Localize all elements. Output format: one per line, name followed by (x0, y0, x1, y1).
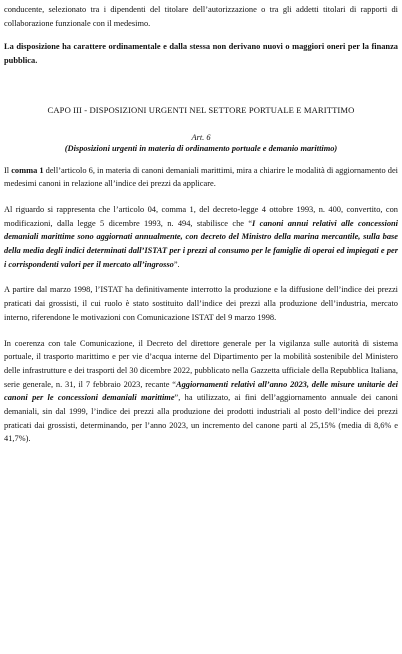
quoted-law-text: I canoni annui relativi alle concessioni demaniali marittime sono aggiornati annualmente, con decreto del Ministro della marina mercantile, sulla base della media degli indici determinati dall’ISTAT per i prezzi al consumo per le famiglie di operai ed impiegati e per i corrispondenti valori per il mercato all’ingrosso (4, 218, 398, 269)
quoted-decree-title: Aggiornamenti relativi all’anno 2023, delle misure unitarie dei canoni per le concessioni demaniali marittime (4, 379, 398, 403)
paragraph-article-04 (4, 203, 398, 272)
text-run-bold: comma 1 (11, 165, 44, 175)
text-run: Al riguardo si rappresenta che l’articolo 04, comma 1, del decreto-legge 4 ottobre 1993, n. 400, convertito, con modificazioni, dalla legge 5 dicembre 1993, n. 494, stabilisce che “ (4, 204, 398, 228)
text-run: ”, ha utilizzato, ai fini dell’aggiornamento annuale dei canoni demaniali, sin dal 1999, l’indice dei prezzi alla produzione dei prodotti industriali al posto dell’indice dei prezzi praticati dai grossisti, determinando, per l’anno 2023, un incremento del canone parti al 25,15% (media di 8,6% e 41,7%). (4, 393, 399, 444)
text-run: Il (4, 165, 12, 175)
paragraph-continuation: conducente, selezionato tra i dipendenti del titolare dell’autorizzazione o tra gli addetti titolari di rapporti di collaborazione funzionale con il medesimo. (4, 5, 398, 28)
article-title: (Disposizioni urgenti in materia di ordinamento portuale e demanio marittimo) (64, 143, 338, 153)
paragraph-comma-1 (4, 164, 398, 191)
paragraph-istat: A partire dal marzo 1998, l’ISTAT ha definitivamente interrotto la produzione e la diffusione dell’indice dei prezzi praticati dai grossisti, il cui ruolo è stato sostituito dall’indice dei prezzi alla produzione dell’industria, mercato interno, riferendone le motivazioni con Comunicazione ISTAT del 9 marzo 1998. (4, 285, 398, 322)
paragraph-decreto (4, 337, 398, 447)
chapter-heading: CAPO III - DISPOSIZIONI URGENTI NEL SETTORE PORTUALE E MARITTIMO (47, 104, 355, 115)
paragraph-financial-note: La disposizione ha carattere ordinamentale e dalla stessa non derivano nuovi o maggiori oneri per la finanza pubblica. (4, 42, 398, 66)
article-number: Art. 6 (191, 132, 211, 142)
text-run: In coerenza con tale Comunicazione, il Decreto del direttore generale per la vigilanza sulle autorità di sistema portuale, il trasporto marittimo e per vie d’acqua interne del Dipartimento per la mobilità sostenibile del Ministero delle infrastrutture e dei trasporti del 30 dicembre 2022, pubblicato nella Gazzetta ufficiale della Repubblica Italiana, serie generale, n. 31, il 7 febbraio 2023, recante “ (4, 338, 398, 389)
text-run: dell’articolo 6, in materia di canoni demaniali marittimi, mira a chiarire le modalità di aggiornamento dei medesimi canoni in relazione all’indice dei prezzi da applicare. (4, 165, 398, 189)
text-run: ”. (173, 259, 180, 269)
